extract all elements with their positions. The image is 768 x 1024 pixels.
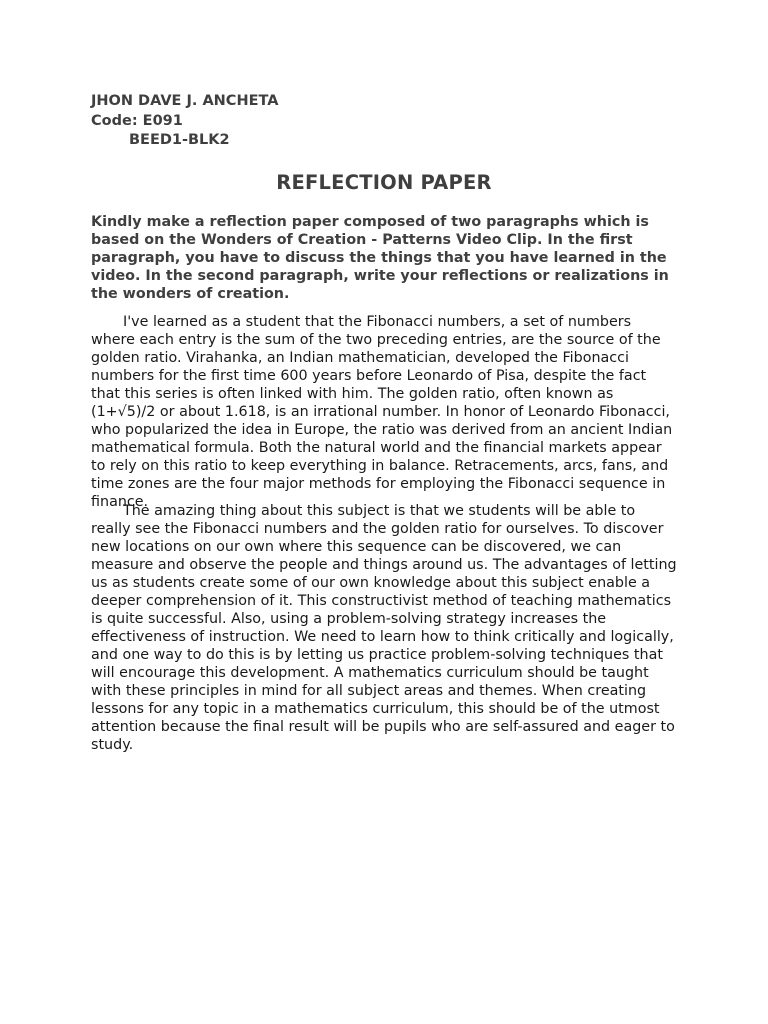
class-section: BEED1-BLK2 [129, 132, 230, 148]
student-code: Code: E091 [91, 112, 183, 129]
body-paragraph-learned: I've learned as a student that the Fibonacci numbers, a set of numbers where each entry is the sum of the two preceding entries, are the source of the golden ratio. Virahanka, an Indian mathematician, developed the Fibonacci numbers for the first time 600 years before Leonardo of Pisa, despite the fact that this series is often linked with him. The golden ratio, often known as (1+√5)/2 or about 1.618, is an irrational number. In honor of Leonardo Fibonacci, who popularized the idea in Europe, the ratio was derived from an ancient Indian mathematical formula. Both the natural world and the financial markets appear to rely on this ratio to keep everything in balance. Retracements, arcs, fans, and time zones are the four major methods for employing the Fibonacci sequence in finance. [91, 314, 673, 510]
author-header [91, 92, 278, 151]
document-title: REFLECTION PAPER [276, 171, 492, 194]
instructions-paragraph: Kindly make a reflection paper composed of two paragraphs which is based on the Wonders of Creation - Patterns Video Clip. In the first paragraph, you have to discuss the things that you have learned in the video. In the second paragraph, write your reflections or realizations in the wonders of creation. [91, 214, 669, 302]
body-paragraph-reflection: The amazing thing about this subject is that we students will be able to really see the Fibonacci numbers and the golden ratio for ourselves. To discover new locations on our own where this sequence can be discovered, we can measure and observe the people and things around us. The advantages of letting us as students create some of our own knowledge about this subject enable a deeper comprehension of it. This constructivist method of teaching mathematics is quite successful. Also, using a problem-solving strategy increases the effectiveness of instruction. We need to learn how to think critically and logically, and one way to do this is by letting us practice problem-solving techniques that will encourage this development. A mathematics curriculum should be taught with these principles in mind for all subject areas and themes. When creating lessons for any topic in a mathematics curriculum, this should be of the utmost attention because the final result will be pupils who are self-assured and eager to study. [91, 503, 677, 753]
author-name: JHON DAVE J. ANCHETA [91, 93, 279, 109]
